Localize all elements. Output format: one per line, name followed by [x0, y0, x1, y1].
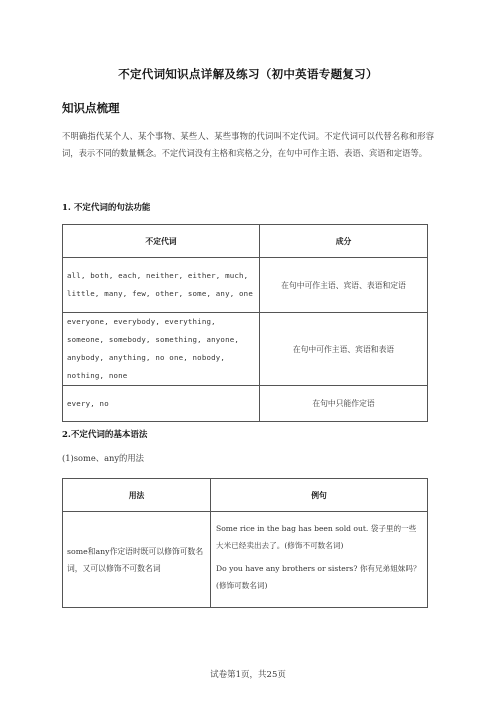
table-row: [63, 386, 428, 422]
pronoun-cell: every, no: [63, 386, 260, 422]
syntax-function-table: [62, 224, 428, 422]
subsection-heading-2-1: (1)some、any的用法: [62, 453, 144, 463]
role-cell: 在句中可作主语、宾语、表语和定语: [260, 258, 428, 313]
table-row: [63, 313, 428, 386]
pronoun-cell: everyone, everybody, everything, someone, somebody, something, anyone, anybody, anything, no one, nobody, nothing, none: [63, 313, 260, 386]
table-header-row: [63, 225, 428, 258]
section-heading: 知识点梳理: [62, 101, 120, 115]
table-row: [63, 512, 428, 608]
column-header: 不定代词: [63, 225, 260, 258]
table-header-row: [63, 479, 428, 512]
document-title: 不定代词知识点详解及练习（初中英语专题复习）: [118, 67, 378, 81]
pronoun-cell: all, both, each, neither, either, much, little, many, few, other, some, any, one: [63, 258, 260, 313]
usage-cell: some和any作定语时既可以修饰可数名词，又可以修饰不可数名词: [63, 512, 211, 608]
intro-paragraph: 不明确指代某个人、某个事物、某些人、某些事物的代词叫不定代词。不定代词可以代替名称和形容词，表示不同的数量概念。不定代词没有主格和宾格之分，在句中可作主语、表语、宾语和定语等。: [62, 131, 434, 158]
page-footer: 试卷第1页，共25页: [210, 670, 286, 680]
column-header: 用法: [63, 479, 211, 512]
example-cell: [211, 512, 428, 608]
subsection-heading-1: 1. 不定代词的句法功能: [62, 203, 151, 213]
column-header: 例句: [211, 479, 428, 512]
role-cell: 在句中只能作定语: [260, 386, 428, 422]
some-any-usage-table: [62, 478, 428, 608]
example-sentence: Do you have any brothers or sisters? 你有兄弟姐妹吗？(修饰可数名词): [216, 563, 421, 590]
table-row: [63, 258, 428, 313]
role-cell: 在句中可作主语、宾语和表语: [260, 313, 428, 386]
example-sentence: Some rice in the bag has been sold out. 袋子里的一些大米已经卖出去了。(修饰不可数名词): [216, 523, 417, 550]
subsection-heading-2: 2.不定代词的基本语法: [62, 430, 148, 440]
column-header: 成分: [260, 225, 428, 258]
